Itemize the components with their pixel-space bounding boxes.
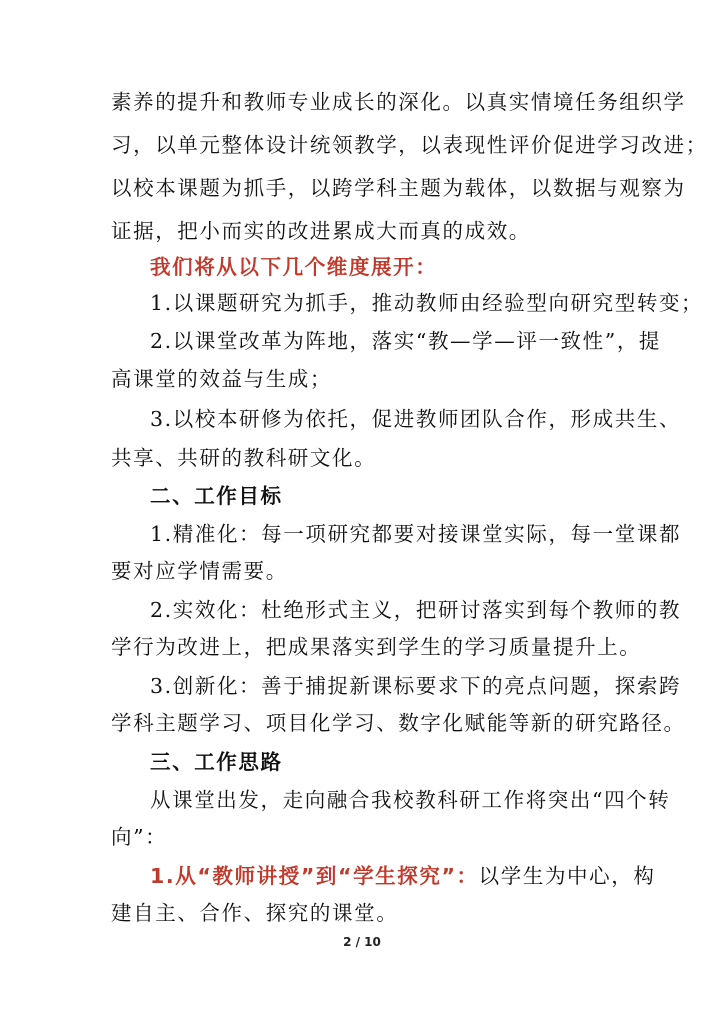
section-heading: 三、工作思路 [150,750,283,774]
list-item-continuation: 建自主、合作、探究的课堂。 [111,901,399,925]
list-item [150,862,655,890]
list-item-continuation: 高课堂的效益与生成； [111,367,332,391]
paragraph-line: 以校本课题为抓手，以跨学科主题为载体，以数据与观察为 [111,176,686,200]
list-item: 3.以校本研修为依托，促进教师团队合作，形成共生、 [150,407,682,431]
list-item: 2.以课堂改革为阵地，落实“教—学—评一致性”，提 [150,329,662,353]
paragraph-line: 习，以单元整体设计统领教学，以表现性评价促进学习改进； [111,133,708,157]
list-item-highlight: 1.从“教师讲授”到“学生探究”： [150,864,479,888]
paragraph-line: 证据，把小而实的改进累成大而真的成效。 [111,219,531,243]
paragraph-line: 素养的提升和教师专业成长的深化。以真实情境任务组织学 [111,90,686,114]
list-item: 1.以课题研究为抓手，推动教师由经验型向研究型转变； [150,291,704,315]
list-item: 1.精准化：每一项研究都要对接课堂实际，每一堂课都 [150,522,682,546]
list-item-continuation: 共享、共研的教科研文化。 [111,446,377,470]
section-heading: 二、工作目标 [150,484,283,508]
list-item: 3.创新化：善于捕捉新课标要求下的亮点问题，探索跨 [150,674,682,698]
page-number: 2 / 10 [343,935,381,949]
list-item-text: 以学生为中心，构 [478,864,656,888]
paragraph-line: 向”： [111,825,168,849]
paragraph-line: 从课堂出发，走向融合我校教科研工作将突出“四个转 [150,788,671,812]
list-item-continuation: 学科主题学习、项目化学习、数字化赋能等新的研究路径。 [111,711,686,735]
section-intro-heading: 我们将从以下几个维度展开： [150,255,438,279]
list-item: 2.实效化：杜绝形式主义，把研讨落实到每个教师的教 [150,598,682,622]
list-item-continuation: 学行为改进上，把成果落实到学生的学习质量提升上。 [111,635,642,659]
list-item-continuation: 要对应学情需要。 [111,559,288,583]
